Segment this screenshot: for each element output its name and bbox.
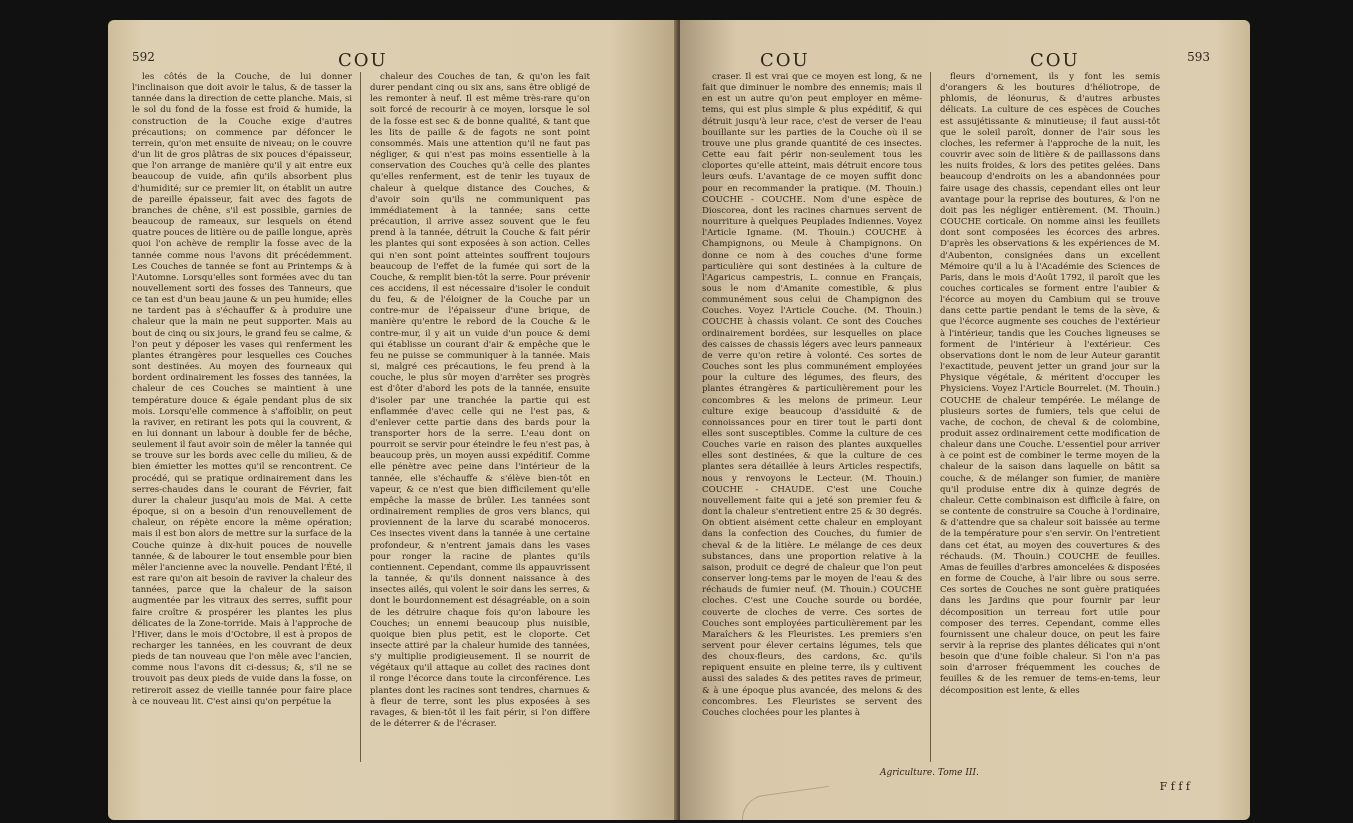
running-header-right: COU [760, 50, 810, 71]
left-column-2 [370, 72, 590, 762]
left-column-2-text: chaleur des Couches de tan, & qu'on les fait durer pendant cinq ou six ans, sans être obligé de les remonter à neuf. Il est même très-rare qu'on soit forcé de recourir à ce moyen, lorsque le sol de la fosse est sec & de bonne qualité, & tant que les lits de paille & de fagots ne sont point consommés. Mais une attention qu'il ne faut pas négliger, & qui n'est pas moins essentielle à la conservation des Couches qu'à celle des plantes qu'elles renferment, est de tenir les tuyaux de chaleur à quelque distance des Couches, & d'avoir soin qu'ils ne communiquent pas immédiatement à la tannée; sans cette précaution, il arrive assez souvent que le feu prend à la tannée, détruit la Couche & fait périr les plantes qui sont exposées à son action. Celles qui n'en sont point atteintes souffrent toujours beaucoup de l'effet de la fumée qui sort de la Couche, & remplit bien-tôt la serre. Pour prévenir ces accidens, il est nécessaire d'isoler le conduit du feu, & de l'éloigner de la Couche par un contre-mur de l'épaisseur d'une brique, de manière qu'entre le rebord de la Couche & le contre-mur, il y ait un vuide d'un pouce & demi qui établisse un courant d'air & empêche que le feu ne puisse se communiquer à la tannée. Mais si, malgré ces précautions, le feu prend à la couche, le plus sûr moyen d'arrêter ses progrès est d'ôter d'abord les pots de la tannée, ensuite d'isoler par une tranchée la partie qui est enflammée d'avec celle qui ne l'est pas, & d'enlever cette partie dans des bards pour la transporter hors de la serre. L'eau dont on pourroit se servir pour éteindre le feu n'est pas, à beaucoup près, un moyen aussi expéditif. Comme elle pénètre avec peine dans l'intérieur de la tannée, elle s'échauffe & s'élève bien-tôt en vapeur, & ce n'est que bien difficilement qu'elle empêche la masse de brûler. Les tannées sont ordinairement remplies de gros vers blancs, qui proviennent de la larve du scarabé monoceros. Ces insectes vivent dans la tannée à une certaine profondeur, & n'entrent jamais dans les vases pour ronger la racine de plantes qu'ils contiennent. Cependant, comme ils appauvrissent la tannée, & qu'ils donnent naissance à des insectes ailés, qui volent le soir dans les serres, & dont le bourdonnement est désagréable, on a soin de les détruire chaque fois qu'on laboure les Couches; un ennemi beaucoup plus nuisible, quoique bien plus petit, est le cloporte. Cet insecte attiré par la chaleur humide des tannées, s'y multiplie prodigieusement. Il se nourrit de végétaux qu'il attaque au collet des racines dont il ronge l'écorce dans toute la circonférence. Les plantes dont les racines sont tendres, charnues & à fleur de terre, sont les plus exposées à ses ravages, & bien-tôt il les fait périr, si l'on diffère de le déterrer & de l'écraser. [370, 72, 590, 730]
right-column-1-text: craser. Il est vrai que ce moyen est long, & ne fait que diminuer le nombre des ennemis; mais il en est un autre qu'on peut employer en même-tems, qui est plus simple & plus expéditif, & qui détruit jusqu'à leur race, c'est de verser de l'eau bouillante sur les parties de la Couche où il se trouve une plus grande quantité de ces insectes. Cette eau fait périr non-seulement tous les cloportes qu'elle atteint, mais détruit encore tous leurs œufs. L'avantage de ce moyen suffit donc pour en recommander la pratique. (M. Thouin.) COUCHE - COUCHE. Nom d'une espèce de Dioscorea, dont les racines charnues servent de nourriture à quelques Peuplades Indiennes. Voyez l'Article Igname. (M. Thouin.) COUCHE à Champignons, ou Meule à Champignons. On donne ce nom à des couches d'une forme particulière qui sont destinées à la culture de l'Agaricus campestris, L. connue en Français, sous le nom d'Amanite comestible, & plus communément sous celui de Champignon des Couches. Voyez l'Article Couche. (M. Thouin.) COUCHE à chassis volant. Ce sont des Couches ordinairement bordées, sur lesquelles on place des caisses de chassis légers avec leurs panneaux de verre qu'on retire à volonté. Ces sortes de Couches sont les plus communément employées pour la culture des légumes, des fleurs, des plantes étrangères & particulièrement pour les concombres & les melons de primeur. Leur culture exige beaucoup d'assiduité & de connoissances pour en tirer tout le parti dont elles sont susceptibles. Comme la culture de ces Couches varie en raison des plantes auxquelles elles sont destinées, & que la culture de ces plantes sera détaillée à leurs Articles respectifs, nous y renvoyons le Lecteur. (M. Thouin.) COUCHE - CHAUDE. C'est une Couche nouvellement faite qui a jeté son premier feu & dont la chaleur s'entretient entre 25 & 30 degrés. On obtient aisément cette chaleur en employant dans la confection des Couches, du fumier de cheval & de la litière. Le mélange de ces deux substances, dans une proportion relative à la saison, produit ce degré de chaleur que l'on peut conserver long-tems par le moyen de l'eau & des réchauds de fumier neuf. (M. Thouin.) COUCHE cloches. C'est une Couche sourde ou bordée, couverte de cloches de verre. Ces sortes de Couches sont employées particulièrement par les Maraîchers & les Fleuristes. Les premiers s'en servent pour élever certains légumes, tels que des choux-fleurs, des cardons, &c. qu'ils repiquent ensuite en pleine terre, ils y cultivent aussi des salades & des petites raves de primeur, & à une époque plus avancée, des melons & des concombres. Les Fleuristes se servent des Couches clochées pour les plantes à [702, 72, 922, 718]
column-rule-right [930, 72, 931, 762]
left-column-1 [132, 72, 352, 762]
page-number-right: 593 [1187, 50, 1210, 64]
right-column-2-text: fleurs d'ornement, ils y font les semis d'orangers & les boutures d'héliotrope, de phlomis, de léonurus, & d'autres arbustes délicats. La culture de ces espèces de Couches est assujétissante & minutieuse; il faut aussi-tôt que le soleil paroît, donner de l'air sous les cloches, les refermer à l'approche de la nuit, les couvrir avec soin de litière & de paillassons dans les nuits froides, & lors des petites gelées. Dans beaucoup d'endroits on les a abandonnées pour faire usage des chassis, cependant elles ont leur avantage pour la reprise des boutures, & l'on ne doit pas les négliger entièrement. (M. Thouin.) COUCHE corticale. On nomme ainsi les feuillets dont sont composées les écorces des arbres. D'après les observations & les expériences de M. d'Aubenton, consignées dans un excellent Mémoire qu'il a lu à l'Académie des Sciences de Paris, dans le mois d'Août 1792, il paroît que les couches corticales se forment entre l'aubier & l'écorce au moyen du Cambium qui se trouve dans cette partie pendant le tems de la sève, & que l'écorce augmente ses couches de l'extérieur à l'intérieur, tandis que les Couches ligneuses se forment de l'intérieur à l'extérieur. Ces observations dont le nom de leur Auteur garantit l'exactitude, peuvent jetter un grand jour sur la Physique végétale, & méritent d'occuper les Physiciens. Voyez l'Article Bourrelet. (M. Thouin.) COUCHE de chaleur tempérée. Le mélange de plusieurs sortes de fumiers, tels que celui de vache, de cochon, de cheval & de colombine, produit assez ordinairement cette modification de chaleur dans une Couche. L'essentiel pour arriver à ce point est de combiner le terme moyen de la chaleur de la saison dans laquelle on bâtit sa couche, & de mélanger son fumier, de manière qu'il produise entre dix à quinze degrés de chaleur. Cette combinaison est difficile à faire, on se contente de construire sa Couche à l'ordinaire, & d'attendre que sa chaleur soit baissée au terme de la température pour s'en servir. On l'entretient dans cet état, au moyen des couvertures & des réchauds. (M. Thouin.) COUCHE de feuilles. Amas de feuilles d'arbres amoncelées & disposées en forme de Couche, à l'air libre ou sous serre. Ces sortes de Couches ne sont guère pratiquées dans les Jardins que pour fournir par leur décomposition un terreau fort utile pour composer des terres. Cependant, comme elles fournissent une chaleur douce, on peut les faire servir à la reprise des plantes délicates qui n'ont besoin que d'une foible chaleur. Si l'on n'a pas soin d'arroser fréquemment les couches de feuilles & de les remuer de tems-en-tems, leur décomposition est lente, & elles [940, 72, 1160, 696]
page-number-left: 592 [132, 50, 155, 64]
left-column-1-text: les côtés de la Couche, de lui donner l'inclinaison que doit avoir le talus, & de tasser la tannée dans la direction de cette planche. Mais, si le sol du fond de la fosse est froid & humide, la construction de la Couche exige d'autres précautions; on commence par défoncer le terrein, qu'on met ensuite de niveau; on le couvre d'un lit de gros plâtras de six pouces d'épaisseur, que l'on arrange de manière qu'il y ait entre eux beaucoup de vuide, afin qu'ils absorbent plus d'humidité; sur ce premier lit, on établit un autre de pareille épaisseur, fait avec des fagots de branches de chêne, s'il est possible, garnies de beaucoup de rameaux, sur lesquels on étend quatre pouces de litière ou de paille longue, après quoi l'on achève de remplir la fosse avec de la tannée comme nous l'avons dit précédemment. Les Couches de tannée se font au Printemps & à l'Automne. Lorsqu'elles sont formées avec du tan nouvellement sorti des fosses des Tanneurs, que ce tan est d'un beau jaune & un peu humide; elles ne tardent pas à s'échauffer & à produire une chaleur que la main ne peut supporter. Mais au bout de cinq ou six jours, le grand feu se calme, & l'on peut y déposer les vases qui renferment les plantes étrangères pour lesquelles ces Couches sont destinées. Au moyen des fourneaux qui bordent ordinairement les fosses des tannées, la chaleur de ces Couches se maintient à une température douce & égale pendant plus de six mois. Lorsqu'elle commence à s'affoiblir, on peut la raviver, en retirant les pots qui la couvrent, & en lui donnant un labour à double fer de bêche, seulement il faut avoir soin de mêler la tannée qui se trouve sur les bords avec celle du milieu, & de bien émietter les mottes qu'il se rencontrent. Ce procédé, qui se pratique ordinairement dans les serres-chaudes dans le courant de Février, fait durer la chaleur jusqu'au mois de Mai. A cette époque, si on a besoin d'un renouvellement de chaleur, on répète encore la même opération; mais il est bon alors de mettre sur la surface de la Couche quinze à dix-huit pouces de nouvelle tannée, & de labourer le tout ensemble pour bien mêler l'ancienne avec la nouvelle. Pendant l'Été, il est rare qu'on ait besoin de raviver la chaleur des tannées, parce que la chaleur de la saison augmentée par les vitraux des serres, suffit pour faire croître & prospérer les plantes les plus délicates de la Zone-torride. Mais à l'approche de l'Hiver, dans le mois d'Octobre, il est à propos de recharger les tannées, en les couvrant de deux pieds de tan nouveau que l'on mêle avec l'ancien, comme nous l'avons dit ci-dessus; &, s'il ne se trouvoit pas deux pieds de vuide dans la fosse, on retireroit assez de vieille tannée pour faire place à ce nouveau lit. C'est ainsi qu'on perpétue la [132, 72, 352, 707]
column-rule-left [360, 72, 361, 762]
running-header-right-2: COU [1030, 50, 1080, 71]
pencil-mark [739, 786, 833, 820]
left-page [108, 20, 678, 820]
right-column-2 [940, 72, 1160, 762]
running-header-left: COU [338, 50, 388, 71]
right-column-1 [702, 72, 922, 762]
right-page [680, 20, 1250, 820]
open-book [108, 20, 1258, 820]
volume-footer: Agriculture. Tome III. [880, 768, 979, 778]
signature-mark: F f f f [1159, 780, 1190, 793]
